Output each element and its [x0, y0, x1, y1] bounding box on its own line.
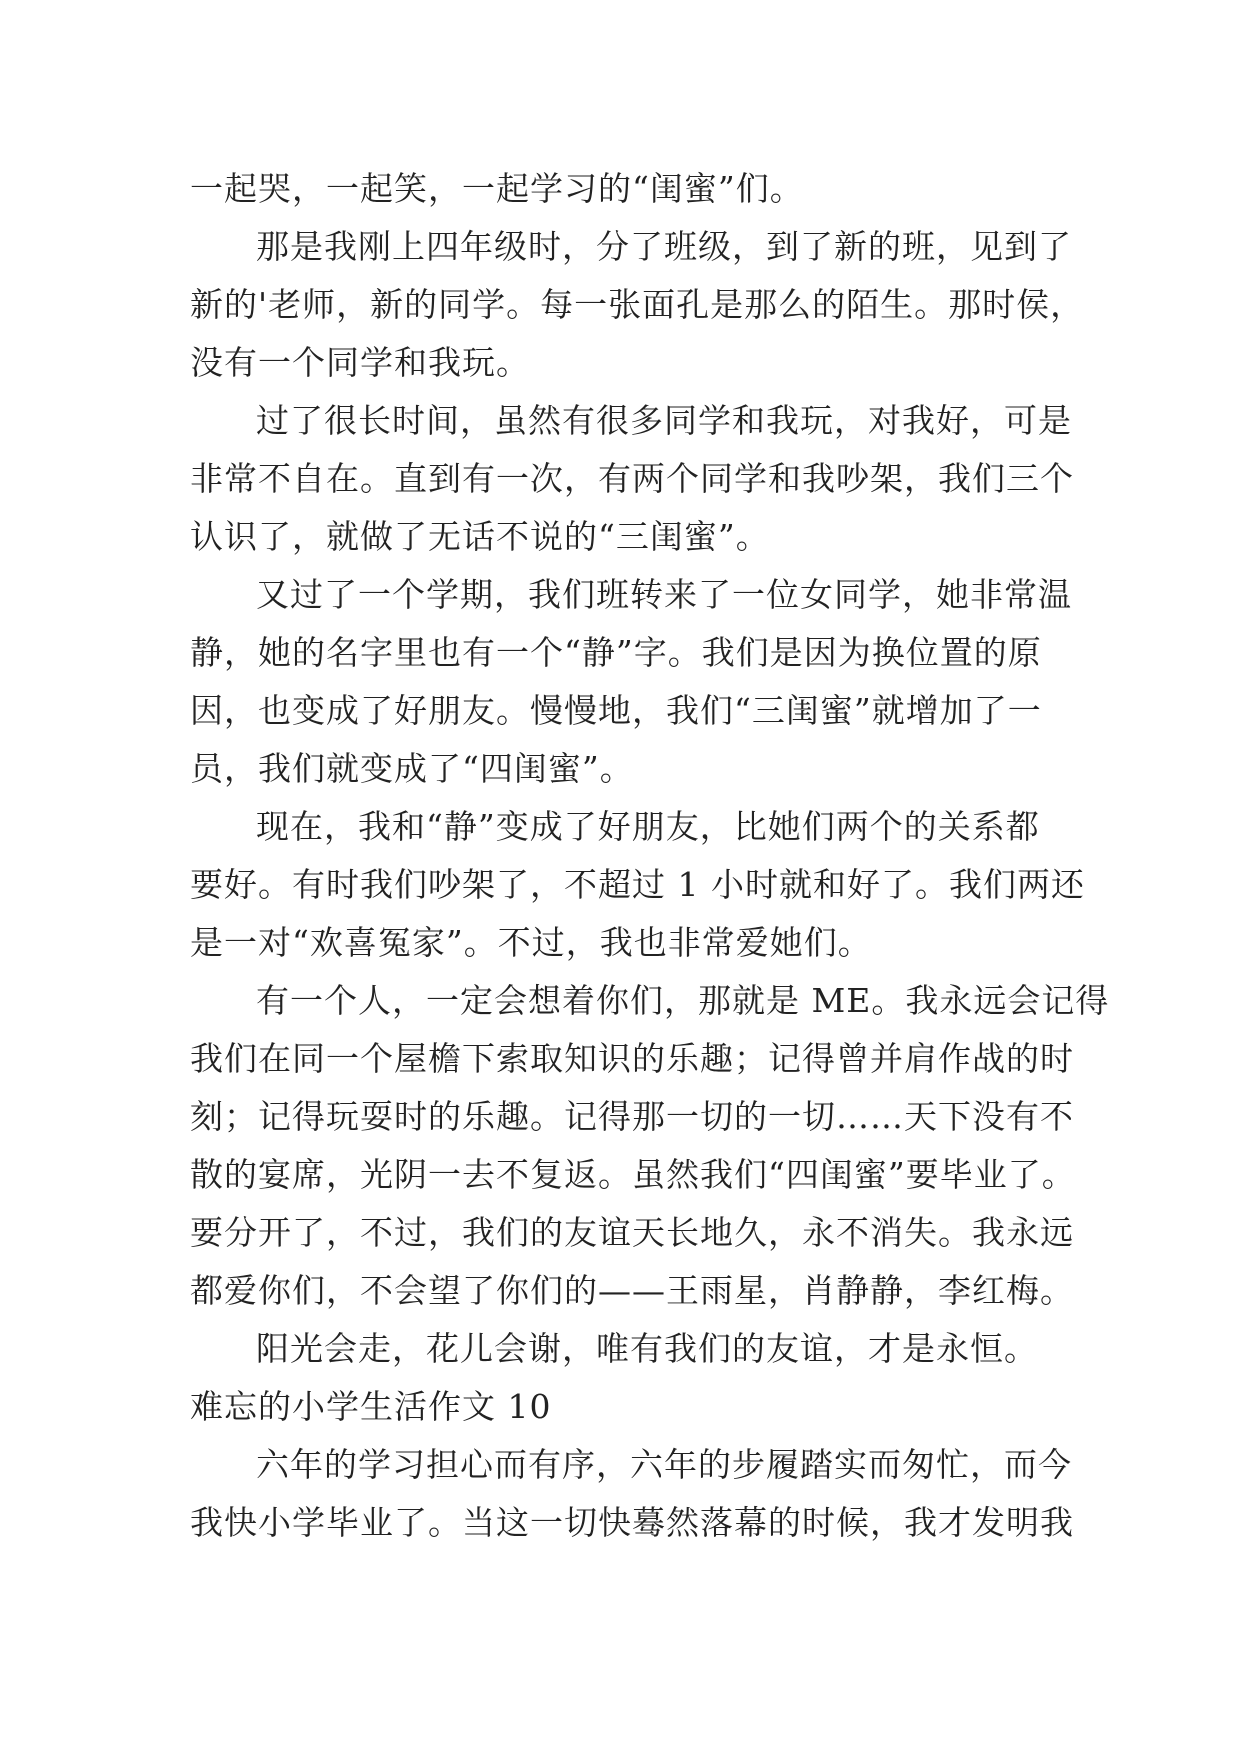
text-line: 要好。有时我们吵架了，不超过 1 小时就和好了。我们两还 [190, 865, 1085, 904]
paragraph-start: 六年的学习担心而有序，六年的步履踏实而匆忙，而今 [256, 1445, 1072, 1484]
text-line: 一起哭，一起笑，一起学习的“闺蜜”们。 [190, 169, 804, 208]
text-line: 新的'老师，新的同学。每一张面孔是那么的陌生。那时侯， [190, 285, 1085, 324]
paragraph-start: 现在，我和“静”变成了好朋友，比她们两个的关系都 [256, 807, 1040, 846]
text-line: 静，她的名字里也有一个“静”字。我们是因为换位置的原 [190, 633, 1042, 672]
text-line: 我快小学毕业了。当这一切快蓦然落幕的时候，我才发明我 [190, 1503, 1074, 1542]
paragraph-start: 有一个人，一定会想着你们，那就是 ME。我永远会记得 [256, 981, 1110, 1020]
text-line: 要分开了，不过，我们的友谊天长地久，永不消失。我永远 [190, 1213, 1074, 1252]
text-line: 非常不自在。直到有一次，有两个同学和我吵架，我们三个 [190, 459, 1074, 498]
text-line: 认识了，就做了无话不说的“三闺蜜”。 [190, 517, 770, 556]
paragraph-start: 那是我刚上四年级时，分了班级，到了新的班，见到了 [256, 227, 1072, 266]
paragraph-start: 过了很长时间，虽然有很多同学和我玩，对我好，可是 [256, 401, 1072, 440]
text-line: 我们在同一个屋檐下索取知识的乐趣；记得曾并肩作战的时 [190, 1039, 1074, 1078]
paragraph-start: 又过了一个学期，我们班转来了一位女同学，她非常温 [256, 575, 1072, 614]
text-line: 刻；记得玩耍时的乐趣。记得那一切的一切……天下没有不 [190, 1097, 1074, 1136]
text-line: 没有一个同学和我玩。 [190, 343, 530, 382]
section-heading: 难忘的小学生活作文 10 [190, 1387, 552, 1426]
paragraph-start: 阳光会走，花儿会谢，唯有我们的友谊，才是永恒。 [256, 1329, 1038, 1368]
text-line: 是一对“欢喜冤家”。不过，我也非常爱她们。 [190, 923, 872, 962]
essay-text [190, 160, 1110, 1552]
text-line: 都爱你们，不会望了你们的——王雨星，肖静静，李红梅。 [190, 1271, 1074, 1310]
text-line: 因，也变成了好朋友。慢慢地，我们“三闺蜜”就增加了一 [190, 691, 1042, 730]
text-line: 员，我们就变成了“四闺蜜”。 [190, 749, 634, 788]
text-line: 散的宴席，光阴一去不复返。虽然我们“四闺蜜”要毕业了。 [190, 1155, 1076, 1194]
